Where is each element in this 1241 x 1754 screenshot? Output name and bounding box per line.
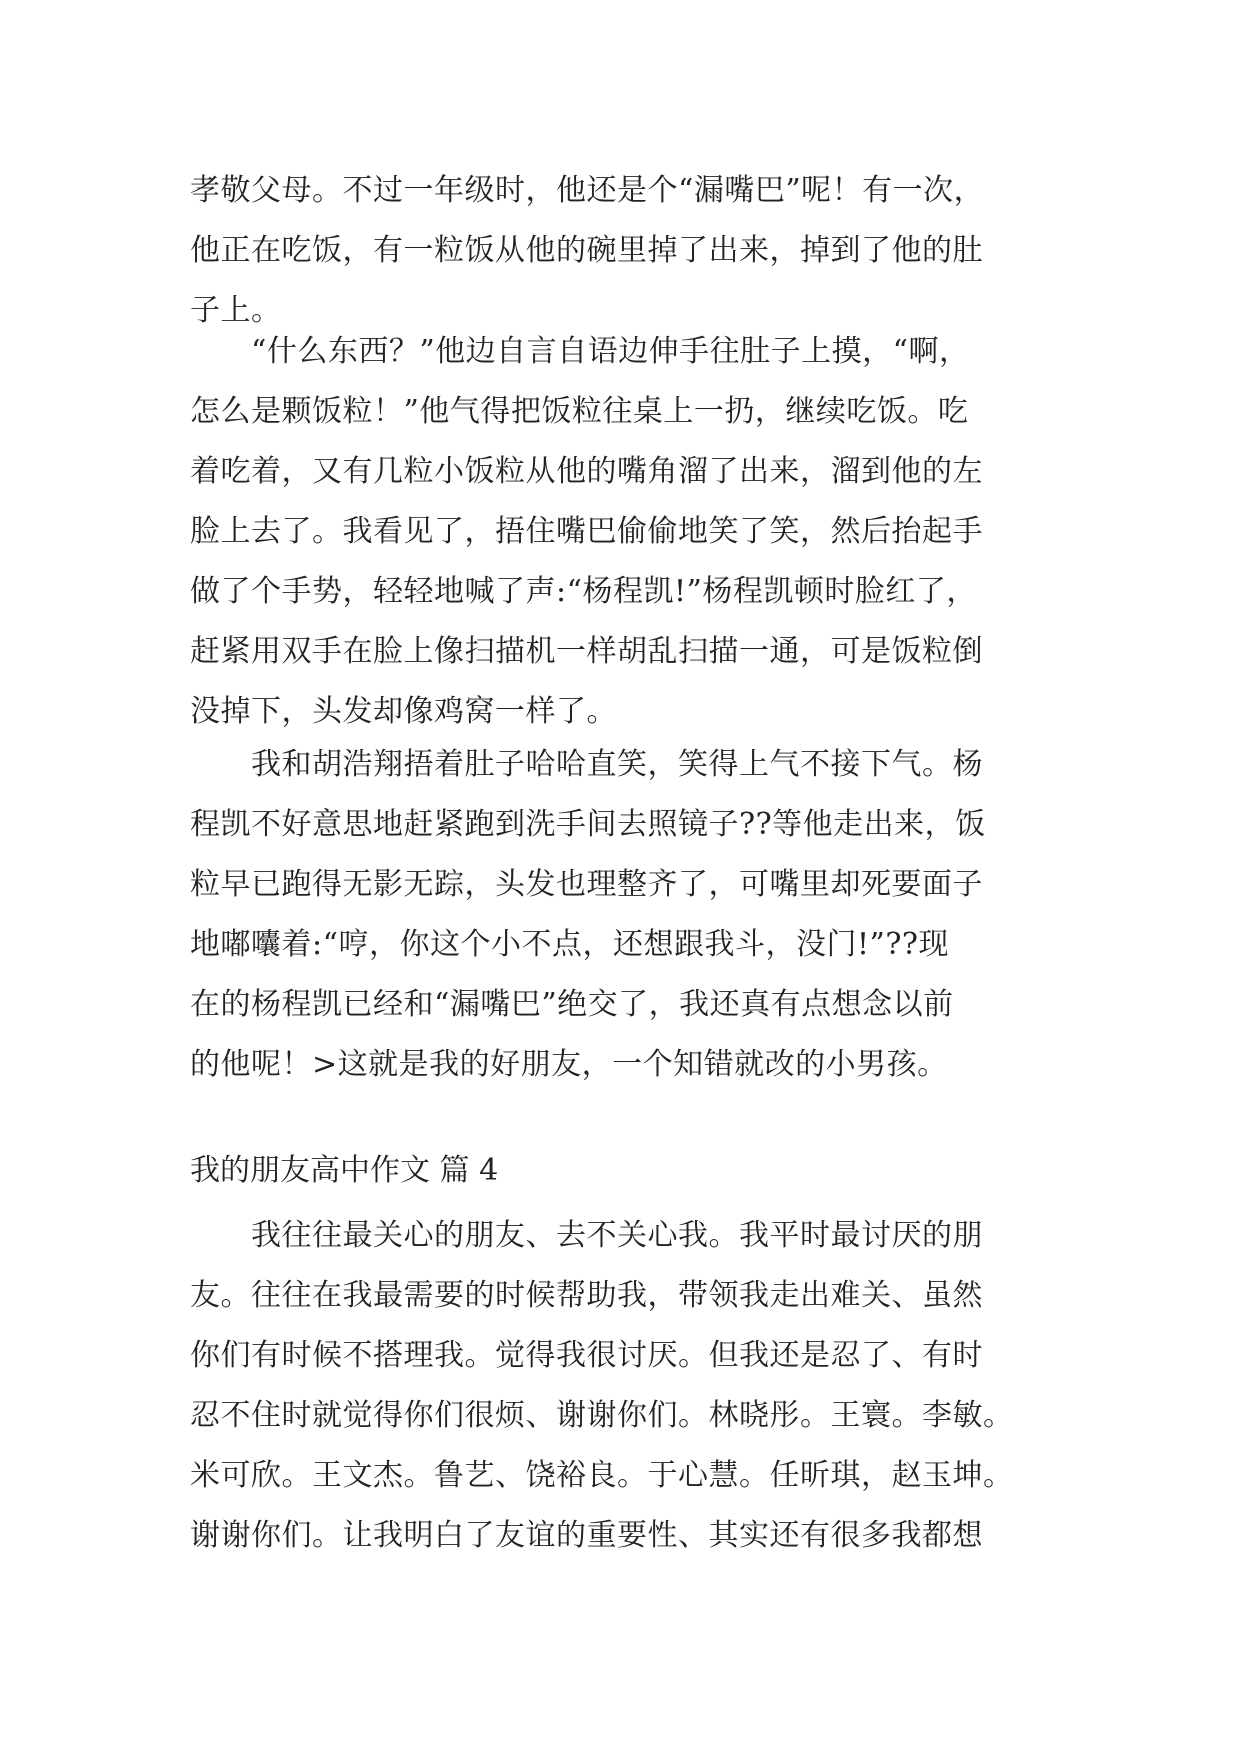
text-line: 在的杨程凯已经和“漏嘴巴”绝交了，我还真有点想念以前 bbox=[190, 987, 954, 1022]
text-line: 谢谢你们。让我明白了友谊的重要性、其实还有很多我都想 bbox=[190, 1518, 983, 1553]
text-line: 程凯不好意思地赶紧跑到洗手间去照镜子??等他走出来，饭 bbox=[190, 807, 986, 842]
text-line: 粒早已跑得无影无踪，头发也理整齐了，可嘴里却死要面子 bbox=[190, 867, 983, 902]
text-line: 的他呢！>这就是我的好朋友，一个知错就改的小男孩。 bbox=[190, 1047, 948, 1082]
text-line: 地嘟囔着:“哼，你这个小不点，还想跟我斗，没门!”??现 bbox=[190, 927, 950, 962]
paragraph-2 bbox=[190, 322, 1060, 742]
text-line: 忍不住时就觉得你们很烦、谢谢你们。林晓彤。王寰。李敏。 bbox=[190, 1398, 1014, 1433]
text-line: 做了个手势，轻轻地喊了声:“杨程凯!”杨程凯顿时脸红了， bbox=[190, 574, 977, 609]
text-line: 着吃着，又有几粒小饭粒从他的嘴角溜了出来，溜到他的左 bbox=[190, 454, 983, 489]
text-line: 米可欣。王文杰。鲁艺、饶裕良。于心慧。任昕琪，赵玉坤。 bbox=[190, 1458, 1014, 1493]
text-line: 没掉下，头发却像鸡窝一样了。 bbox=[190, 694, 617, 729]
text-line: 孝敬父母。不过一年级时，他还是个“漏嘴巴”呢！有一次， bbox=[190, 173, 985, 208]
text-line: 我和胡浩翔捂着肚子哈哈直笑，笑得上气不接下气。杨 bbox=[190, 747, 983, 782]
text-line: 你们有时候不搭理我。觉得我很讨厌。但我还是忍了、有时 bbox=[190, 1338, 983, 1373]
text-line: 脸上去了。我看见了，捂住嘴巴偷偷地笑了笑，然后抬起手 bbox=[190, 514, 983, 549]
text-line: 他正在吃饭，有一粒饭从他的碗里掉了出来，掉到了他的肚 bbox=[190, 233, 983, 268]
text-line: 友。往往在我最需要的时候帮助我，带领我走出难关、虽然 bbox=[190, 1278, 983, 1313]
paragraph-4 bbox=[190, 1206, 1060, 1566]
text-line: 子上。 bbox=[190, 293, 282, 328]
text-line: 怎么是颗饭粒！”他气得把饭粒往桌上一扔，继续吃饭。吃 bbox=[190, 394, 969, 429]
section-heading: 我的朋友高中作文 篇 4 bbox=[190, 1153, 499, 1188]
paragraph-1 bbox=[190, 161, 1060, 341]
paragraph-3 bbox=[190, 735, 1060, 1095]
text-line: “什么东西？”他边自言自语边伸手往肚子上摸，“啊， bbox=[190, 334, 970, 369]
text-line: 我往往最关心的朋友、去不关心我。我平时最讨厌的朋 bbox=[190, 1218, 983, 1253]
text-line: 赶紧用双手在脸上像扫描机一样胡乱扫描一通，可是饭粒倒 bbox=[190, 634, 983, 669]
